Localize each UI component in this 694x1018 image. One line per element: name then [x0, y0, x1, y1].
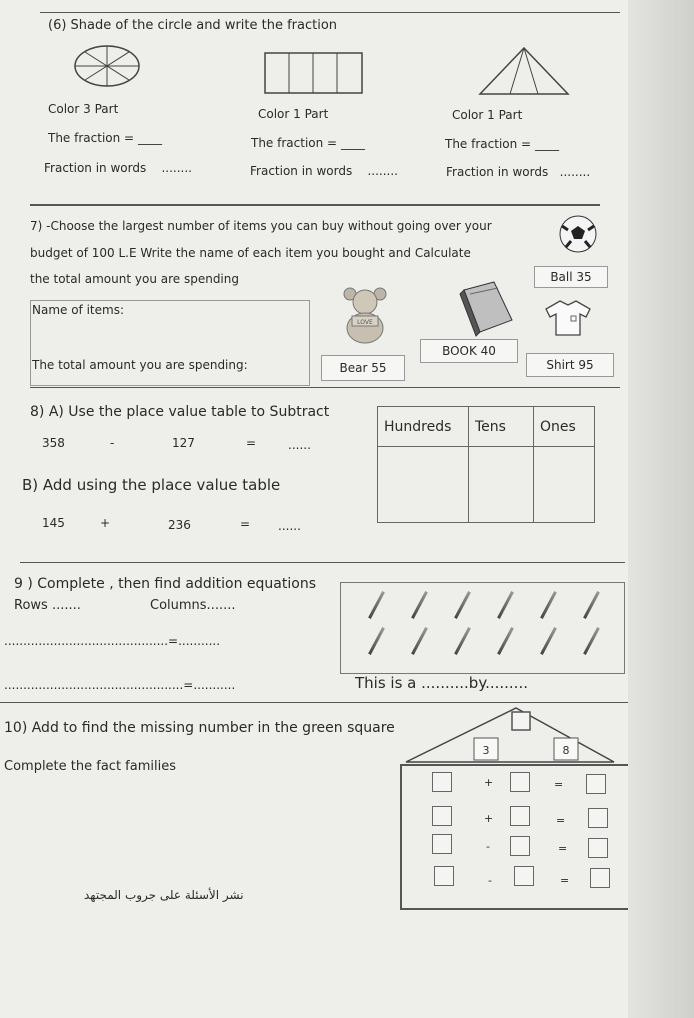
op-1: +	[484, 776, 494, 789]
answer-box[interactable]	[586, 774, 606, 794]
section5-title: 10) Add to find the missing number in the green square	[4, 720, 395, 736]
subtract-eq: =	[246, 436, 257, 450]
page-edge-shadow	[628, 0, 694, 1018]
answer-box[interactable]	[588, 838, 608, 858]
book-icon	[456, 280, 516, 338]
divider-2	[30, 387, 620, 388]
bear-price-tag: Bear 55	[321, 355, 405, 381]
shirt-icon	[544, 298, 594, 338]
section2-line2: budget of 100 L.E Write the name of each item you bought and Calculate	[30, 246, 471, 260]
book-price-tag: BOOK 40	[420, 339, 518, 363]
fraction-label-3: The fraction = ____	[445, 137, 559, 151]
soccer-ball-icon	[556, 214, 602, 254]
subtract-answer: ......	[288, 438, 311, 452]
rectangle-shape	[264, 52, 364, 96]
color-label-3: Color 1 Part	[452, 108, 523, 122]
equation-line-1: ...........................................=...........	[4, 634, 221, 648]
answer-box[interactable]	[432, 834, 452, 854]
answer-box[interactable]	[432, 806, 452, 826]
add-eq: =	[240, 517, 251, 531]
answer-box[interactable]	[514, 866, 534, 886]
answer-box[interactable]	[432, 772, 452, 792]
subtract-op: -	[110, 436, 115, 450]
subtract-a: 358	[42, 436, 65, 450]
circle-shape	[73, 44, 141, 92]
answer-box[interactable]	[510, 836, 530, 856]
answer-box[interactable]	[590, 868, 610, 888]
add-b: 236	[168, 518, 191, 532]
roof-number-right: 8	[562, 744, 570, 757]
columns-label: Columns.......	[150, 598, 236, 613]
bear-tag-text: LOVE	[357, 319, 373, 326]
subtract-b: 127	[172, 436, 195, 450]
add-op: +	[100, 516, 111, 530]
add-answer: ......	[278, 519, 301, 533]
teddy-bear-icon	[338, 286, 392, 346]
header-ones: Ones	[534, 407, 595, 447]
add-title: B) Add using the place value table	[22, 476, 281, 494]
cell-tens[interactable]	[469, 447, 534, 523]
divider-3	[20, 562, 625, 563]
eq-1: =	[554, 778, 564, 791]
shirt-price-tag: Shirt 95	[526, 353, 614, 377]
divider-4	[0, 702, 628, 703]
top-divider	[40, 12, 620, 13]
rows-label: Rows .......	[14, 598, 81, 613]
eq-2: =	[556, 814, 566, 827]
op-4: -	[488, 874, 492, 887]
fraction-label-1: The fraction = ____	[48, 131, 162, 145]
equation-line-2: ...............................................=...........	[4, 678, 236, 692]
answer-box[interactable]	[588, 808, 608, 828]
eq-3: =	[558, 842, 568, 855]
divider-1	[30, 204, 600, 206]
section5-subtitle: Complete the fact families	[4, 759, 176, 774]
section2-line1: 7) -Choose the largest number of items you can buy without going over your	[30, 219, 492, 233]
eq-4: =	[560, 874, 570, 887]
triangle-shape	[478, 46, 570, 98]
words-label-3: Fraction in words ........	[446, 165, 591, 179]
header-hundreds: Hundreds	[378, 407, 469, 447]
total-amount-label: The total amount you are spending:	[32, 358, 248, 372]
house-roof	[404, 706, 618, 764]
section3-title: 8) A) Use the place value table to Subtract	[30, 404, 330, 420]
words-label-2: Fraction in words ........	[250, 164, 398, 178]
cell-ones[interactable]	[534, 447, 595, 523]
section1-title: (6) Shade of the circle and write the fraction	[48, 18, 338, 33]
green-square	[512, 712, 530, 730]
header-tens: Tens	[469, 407, 534, 447]
roof-number-left: 3	[482, 744, 490, 757]
op-3: -	[486, 840, 490, 853]
answer-box[interactable]	[510, 806, 530, 826]
cell-hundreds[interactable]	[378, 447, 469, 523]
color-label-1: Color 3 Part	[48, 102, 119, 116]
section4-title: 9 ) Complete , then find addition equations	[14, 576, 316, 592]
answer-box[interactable]	[510, 772, 530, 792]
section2-line3: the total amount you are spending	[30, 272, 239, 286]
answer-box[interactable]	[434, 866, 454, 886]
ball-price-tag: Ball 35	[534, 266, 608, 288]
fraction-label-2: The fraction = ____	[251, 136, 365, 150]
name-of-items-label: Name of items:	[32, 303, 125, 317]
op-2: +	[484, 812, 494, 825]
arabic-watermark-text: نشر الأسئلة على جروب المجتهد	[84, 888, 244, 902]
place-value-table	[377, 406, 595, 523]
color-label-2: Color 1 Part	[258, 107, 329, 121]
words-label-1: Fraction in words ........	[44, 161, 192, 175]
array-type-line: This is a ..........by.........	[355, 674, 528, 692]
add-a: 145	[42, 516, 65, 530]
